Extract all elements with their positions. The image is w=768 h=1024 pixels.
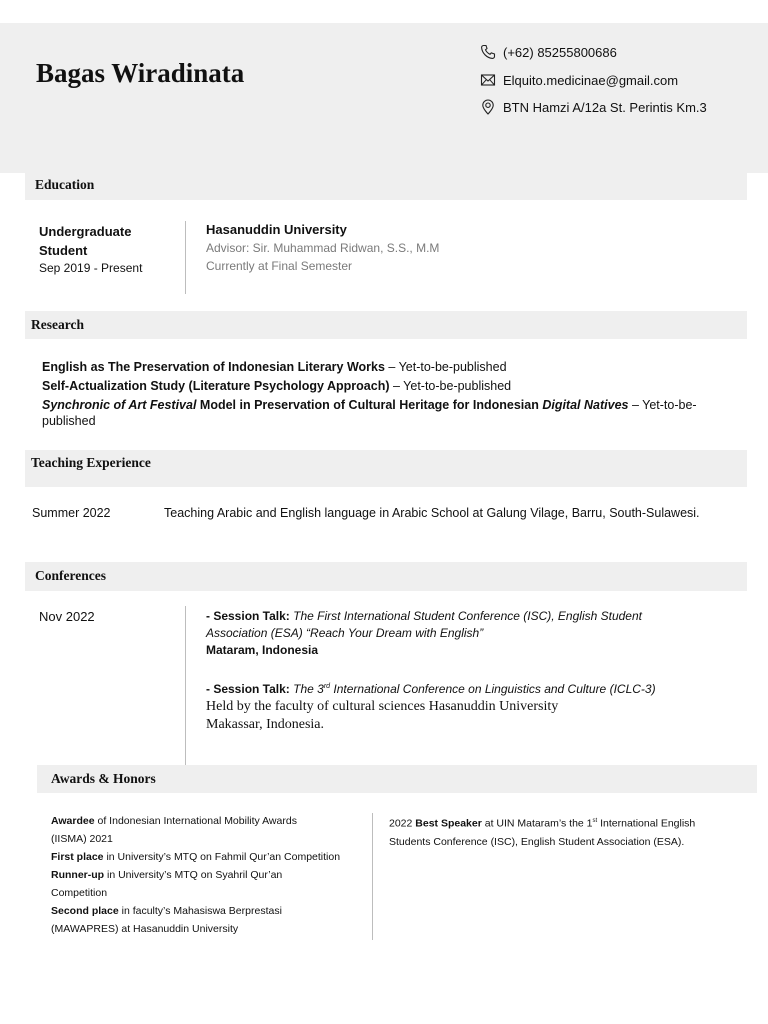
award-item-continued: Students Conference (ISC), English Student Association (ESA). (389, 835, 685, 848)
conference-held-by: Held by the faculty of cultural sciences Hasanuddin University (206, 699, 559, 714)
email-text: Elquito.medicinae@gmail.com (503, 72, 679, 88)
research-item (42, 396, 742, 415)
phone-text: (+62) 85255800686 (503, 44, 617, 60)
conference-title: The First International Student Conference (ISC), English Student (293, 609, 642, 623)
awards-right-list (389, 812, 749, 851)
education-role-line1: Undergraduate (39, 224, 132, 239)
research-item (42, 377, 742, 396)
research-item-status: – Yet-to-be-published (389, 379, 512, 393)
teaching-title: Teaching Experience (31, 455, 151, 470)
award-item-continued: Competition (51, 887, 108, 899)
research-item-status: – Yet-to-be- (628, 398, 697, 412)
conference-divider (185, 606, 186, 766)
education-period: Sep 2019 - Present (39, 261, 143, 275)
education-advisor: Advisor: Sir. Muhammad Ridwan, S.S., M.M (206, 241, 440, 255)
conference-title: The 3rd International Conference on Linguistics and Culture (ICLC-3) (293, 682, 656, 696)
research-title: Research (31, 317, 84, 332)
header-band (0, 23, 768, 173)
research-item-title: Model in Preservation of Cultural Heritage for Indonesian (196, 398, 543, 412)
award-item: Second place in faculty’s Mahasiswa Berprestasi (51, 905, 282, 917)
conferences-title: Conferences (35, 568, 106, 583)
award-item: First place in University’s MTQ on Fahmil Qur’an Competition (51, 851, 341, 863)
awards-divider (372, 813, 373, 940)
envelope-icon (480, 72, 496, 88)
research-item-title: Self-Actualization Study (Literature Psychology Approach) (42, 379, 390, 393)
location-pin-icon (480, 99, 496, 115)
award-item: 2022 Best Speaker at UIN Mataram’s the 1st International English (389, 817, 696, 830)
education-title: Education (35, 177, 95, 192)
research-item-italic: Synchronic of Art Festival (42, 398, 197, 412)
contact-email (480, 72, 678, 88)
education-divider (185, 221, 186, 294)
research-item-title: English as The Preservation of Indonesian Literary Works (42, 360, 385, 374)
conference-item (206, 678, 726, 734)
research-band (25, 311, 747, 339)
conferences-band (25, 562, 747, 591)
contact-phone (480, 44, 617, 60)
conference-prefix: - Session Talk: (206, 609, 294, 623)
award-item: Awardee of Indonesian International Mobility Awards (51, 815, 297, 827)
teaching-period: Summer 2022 (32, 506, 111, 520)
conference-title-continued: Association (ESA) “Reach Your Dream with English” (206, 626, 484, 640)
research-item-italic: Digital Natives (542, 398, 629, 412)
phone-icon (480, 44, 496, 60)
conference-date: Nov 2022 (39, 609, 95, 624)
education-role (39, 222, 131, 260)
award-item-continued: (IISMA) 2021 (51, 833, 113, 845)
conference-item (206, 608, 706, 659)
conference-location: Makassar, Indonesia. (206, 717, 325, 732)
research-item (42, 358, 742, 377)
award-item-continued: (MAWAPRES) at Hasanuddin University (51, 923, 239, 935)
research-item-continued: published (42, 414, 96, 428)
person-name: Bagas Wiradinata (36, 58, 245, 88)
awards-title: Awards & Honors (51, 771, 156, 786)
awards-left-list (51, 812, 371, 938)
address-text: BTN Hamzi A/12a St. Perintis Km.3 (503, 99, 707, 115)
education-role-line2: Student (39, 243, 88, 258)
research-list (42, 358, 742, 431)
research-item-status: – Yet-to-be-published (384, 360, 507, 374)
education-band (25, 173, 747, 200)
education-institution: Hasanuddin University (206, 222, 347, 237)
conference-location: Mataram, Indonesia (206, 643, 319, 657)
education-status: Currently at Final Semester (206, 259, 353, 273)
conference-prefix: - Session Talk: (206, 682, 294, 696)
award-item: Runner-up in University’s MTQ on Syahril Qur’an (51, 869, 283, 881)
contact-address (480, 99, 707, 115)
teaching-description: Teaching Arabic and English language in Arabic School at Galung Vilage, Barru, South-Sulawesi. (164, 506, 700, 520)
